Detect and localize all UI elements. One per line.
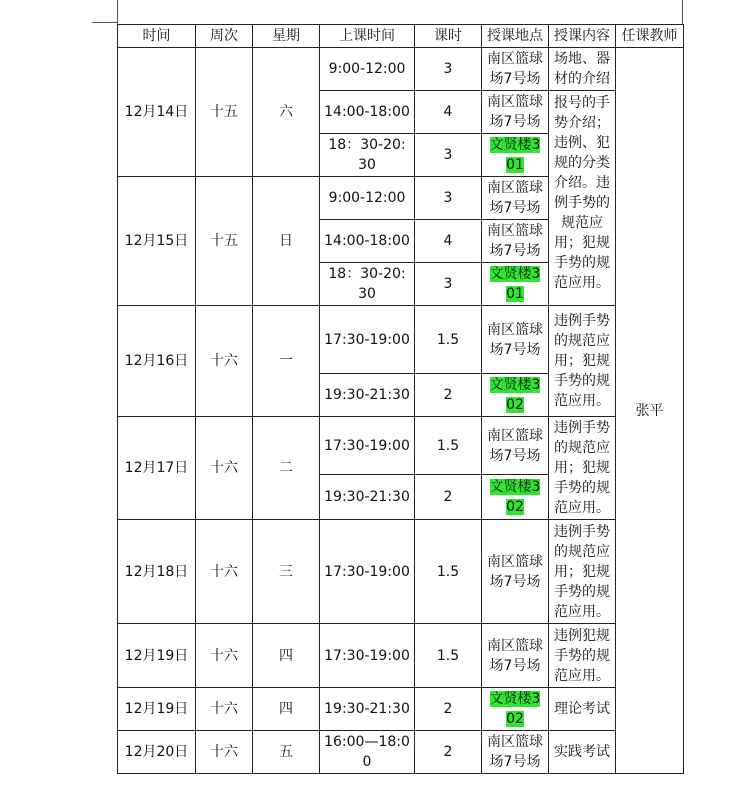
header-hours: 课时	[415, 25, 482, 48]
location-cell: 南区篮球 场7号场	[482, 48, 549, 91]
location-cell: 南区篮球 场7号场	[482, 177, 549, 220]
hours-cell: 1.5	[415, 624, 482, 688]
time-cell: 19:30-21:30	[320, 688, 415, 731]
table-row	[118, 731, 684, 774]
weekday-cell: 六	[253, 48, 320, 177]
hours-cell: 2	[415, 731, 482, 774]
content-cell: 违例手势的规范应用；犯规手势的规范应用。	[549, 520, 616, 624]
location-cell: 文贤楼3 01	[482, 263, 549, 306]
time-cell: 19:30-21:30	[320, 374, 415, 417]
time-cell: 17:30-19:00	[320, 520, 415, 624]
date-cell: 12月14日	[118, 48, 196, 177]
location-cell: 南区篮球 场7号场	[482, 417, 549, 475]
header-time: 上课时间	[320, 25, 415, 48]
table-row	[118, 688, 684, 731]
hours-cell: 3	[415, 177, 482, 220]
hours-cell: 4	[415, 91, 482, 134]
header-week: 周次	[196, 25, 253, 48]
week-cell: 十六	[196, 731, 253, 774]
table-row	[118, 520, 684, 624]
content-cell: 违例犯规手势的规范应用。	[549, 624, 616, 688]
crop-mark-vertical-right	[682, 0, 683, 24]
header-weekday: 星期	[253, 25, 320, 48]
week-cell: 十五	[196, 177, 253, 306]
header-location: 授课地点	[482, 25, 549, 48]
hours-cell: 2	[415, 374, 482, 417]
time-cell: 17:30-19:00	[320, 624, 415, 688]
time-cell: 18：30-20: 30	[320, 134, 415, 177]
table-row	[118, 306, 684, 374]
header-content: 授课内容	[549, 25, 616, 48]
location-cell: 南区篮球 场7号场	[482, 306, 549, 374]
time-cell: 16:00—18:0 0	[320, 731, 415, 774]
time-cell: 9:00-12:00	[320, 177, 415, 220]
location-cell: 南区篮球 场7号场	[482, 520, 549, 624]
content-cell: 违例手势的规范应用；犯规手势的规范应用。	[549, 306, 616, 417]
content-cell: 违例手势的规范应用；犯规手势的规范应用。	[549, 417, 616, 520]
weekday-cell: 日	[253, 177, 320, 306]
hours-cell: 1.5	[415, 306, 482, 374]
time-cell: 17:30-19:00	[320, 417, 415, 475]
location-cell: 南区篮球 场7号场	[482, 91, 549, 134]
time-cell: 14:00-18:00	[320, 220, 415, 263]
time-cell: 18：30-20: 30	[320, 263, 415, 306]
schedule-table	[117, 24, 684, 774]
week-cell: 十六	[196, 688, 253, 731]
location-cell: 文贤楼3 01	[482, 134, 549, 177]
hours-cell: 2	[415, 475, 482, 520]
teacher-cell: 张平	[616, 48, 684, 774]
location-cell: 文贤楼3 02	[482, 475, 549, 520]
week-cell: 十五	[196, 48, 253, 177]
location-cell: 文贤楼3 02	[482, 374, 549, 417]
date-cell: 12月18日	[118, 520, 196, 624]
content-cell: 实践考试	[549, 731, 616, 774]
week-cell: 十六	[196, 417, 253, 520]
table-row	[118, 624, 684, 688]
content-cell: 场地、器材的介绍	[549, 48, 616, 91]
weekday-cell: 一	[253, 306, 320, 417]
hours-cell: 4	[415, 220, 482, 263]
time-cell: 19:30-21:30	[320, 475, 415, 520]
week-cell: 十六	[196, 306, 253, 417]
hours-cell: 2	[415, 688, 482, 731]
date-cell: 12月15日	[118, 177, 196, 306]
date-cell: 12月19日	[118, 688, 196, 731]
weekday-cell: 五	[253, 731, 320, 774]
location-cell: 南区篮球 场7号场	[482, 624, 549, 688]
weekday-cell: 二	[253, 417, 320, 520]
week-cell: 十六	[196, 624, 253, 688]
header-date: 时间	[118, 25, 196, 48]
table-row	[118, 417, 684, 475]
time-cell: 14:00-18:00	[320, 91, 415, 134]
page-top-margin	[0, 0, 752, 24]
weekday-cell: 四	[253, 624, 320, 688]
content-cell: 报号的手势介绍；违例、犯规的分类介绍。违例手势的规范应用；犯规手势的规范应用。	[549, 91, 616, 306]
header-row	[118, 25, 684, 48]
content-cell: 理论考试	[549, 688, 616, 731]
location-cell: 南区篮球 场7号场	[482, 220, 549, 263]
table-row	[118, 48, 684, 91]
time-cell: 9:00-12:00	[320, 48, 415, 91]
location-cell: 南区篮球 场7号场	[482, 731, 549, 774]
date-cell: 12月20日	[118, 731, 196, 774]
location-cell: 文贤楼3 02	[482, 688, 549, 731]
date-cell: 12月17日	[118, 417, 196, 520]
crop-mark-vertical-left	[117, 0, 118, 24]
hours-cell: 1.5	[415, 417, 482, 475]
hours-cell: 3	[415, 48, 482, 91]
date-cell: 12月19日	[118, 624, 196, 688]
hours-cell: 3	[415, 134, 482, 177]
date-cell: 12月16日	[118, 306, 196, 417]
weekday-cell: 三	[253, 520, 320, 624]
header-teacher: 任课教师	[616, 25, 684, 48]
week-cell: 十六	[196, 520, 253, 624]
time-cell: 17:30-19:00	[320, 306, 415, 374]
hours-cell: 3	[415, 263, 482, 306]
crop-mark-horizontal	[92, 22, 117, 23]
weekday-cell: 四	[253, 688, 320, 731]
hours-cell: 1.5	[415, 520, 482, 624]
